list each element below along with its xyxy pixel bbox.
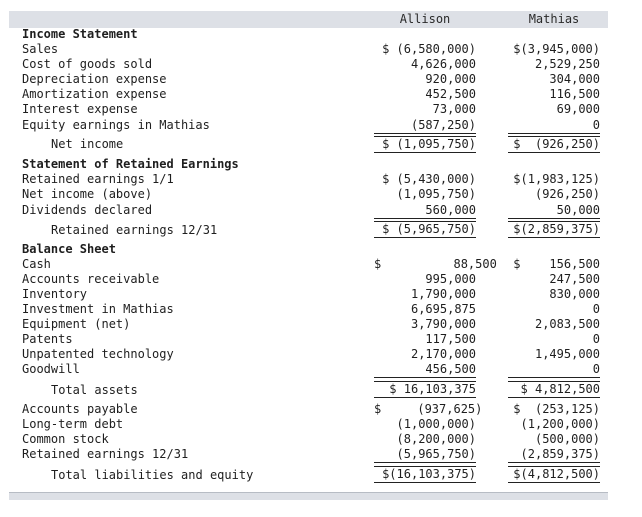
mathias-value: 0 [508,118,600,134]
allison-value: 117,500 [425,332,476,346]
mathias-value: 304,000 [549,72,600,86]
allison-value: 920,000 [425,72,476,86]
mathias-total: $(2,859,375) [508,221,600,238]
mathias-value: 2,529,250 [534,57,600,71]
row-label: Cash [22,257,51,271]
section-heading-income-statement: Income Statement [22,27,138,41]
section-heading-balance-sheet: Balance Sheet [22,242,116,256]
mathias-value: (1,200,000) [520,417,600,431]
row-label: Accounts payable [22,402,138,416]
allison-value: 73,000 [432,102,476,116]
total-label-net-income: Net income [51,137,124,151]
allison-value: 456,500 [374,362,476,378]
allison-value: (1,000,000) [396,417,476,431]
allison-total: $(16,103,375) [374,466,476,483]
row-label: Investment in Mathias [22,302,174,316]
total-label-retained-earnings: Retained earnings 12/31 [51,223,218,237]
row-label: Patents [22,332,73,346]
mathias-value: 0 [592,302,600,316]
column-header-allison: Allison [399,12,451,26]
mathias-total: $(4,812,500) [508,466,600,483]
row-label: Dividends declared [22,203,153,217]
row-label: Interest expense [22,102,138,116]
allison-value: 3,790,000 [410,317,476,331]
allison-value: 4,626,000 [410,57,476,71]
mathias-total: $ (926,250) [508,136,600,153]
row-label: Retained earnings 12/31 [22,447,189,461]
mathias-value: $(1,983,125) [513,172,600,186]
mathias-value: (926,250) [534,187,600,201]
mathias-value: (500,000) [534,432,600,446]
row-label: Unpatented technology [22,347,174,361]
allison-value: 995,000 [425,272,476,286]
mathias-value: 116,500 [549,87,600,101]
row-label: Equipment (net) [22,317,131,331]
row-label: Long-term debt [22,417,124,431]
allison-value: (8,200,000) [396,432,476,446]
row-label: Inventory [22,287,88,301]
row-label: Depreciation expense [22,72,167,86]
mathias-value: $ 156,500 [513,257,600,271]
row-label: Goodwill [22,362,80,376]
allison-value: $ (5,430,000) [382,172,476,186]
mathias-value: 50,000 [508,203,600,219]
row-label: Cost of goods sold [22,57,153,71]
row-label: Amortization expense [22,87,167,101]
mathias-value: 247,500 [549,272,600,286]
allison-value: (5,965,750) [374,447,476,463]
table-footer-bar [9,492,608,500]
allison-value: 452,500 [425,87,476,101]
mathias-value: 2,083,500 [534,317,600,331]
allison-value: 2,170,000 [410,347,476,361]
row-label: Accounts receivable [22,272,160,286]
allison-value: $ (937,625) [374,402,483,416]
section-heading-retained-earnings: Statement of Retained Earnings [22,157,239,171]
mathias-value: 0 [592,332,600,346]
allison-total: $ (5,965,750) [374,221,476,238]
allison-value: 6,695,875 [410,302,476,316]
allison-value: 560,000 [374,203,476,219]
mathias-value: (2,859,375) [508,447,600,463]
allison-total: $ 16,103,375 [374,381,476,398]
allison-value: (587,250) [374,118,476,134]
allison-value: 1,790,000 [410,287,476,301]
total-label-liabilities-equity: Total liabilities and equity [51,468,254,482]
allison-value: $ 88,500 [374,257,497,271]
allison-value: (1,095,750) [396,187,476,201]
row-label: Net income (above) [22,187,153,201]
row-label: Equity earnings in Mathias [22,118,210,132]
mathias-value: $(3,945,000) [513,42,600,56]
column-header-mathias: Mathias [528,12,580,26]
total-label-total-assets: Total assets [51,383,138,397]
row-label: Retained earnings 1/1 [22,172,174,186]
mathias-value: $ (253,125) [513,402,600,416]
allison-value: $ (6,580,000) [382,42,476,56]
mathias-value: 0 [508,362,600,378]
mathias-value: 1,495,000 [534,347,600,361]
allison-total: $ (1,095,750) [374,136,476,153]
mathias-total: $ 4,812,500 [508,381,600,398]
mathias-value: 830,000 [549,287,600,301]
mathias-value: 69,000 [556,102,600,116]
row-label: Common stock [22,432,109,446]
row-label: Sales [22,42,59,56]
